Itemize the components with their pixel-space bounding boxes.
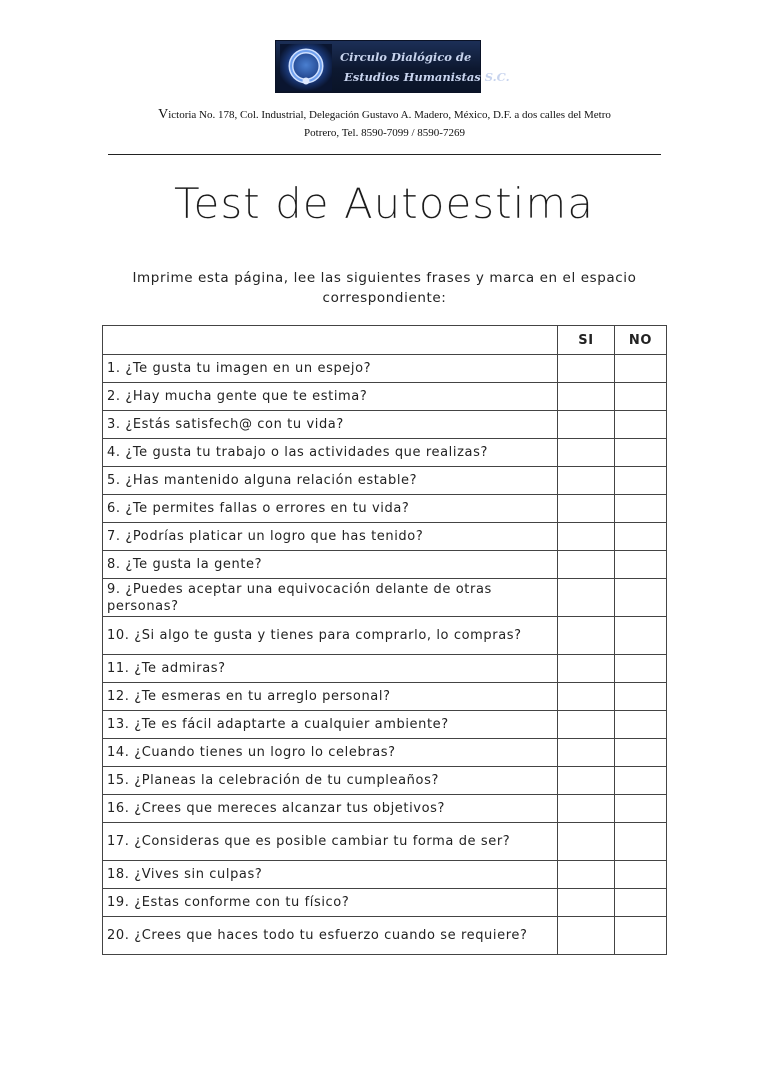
table-header-row bbox=[103, 326, 667, 355]
si-answer-box[interactable] bbox=[558, 551, 615, 579]
si-answer-box[interactable] bbox=[558, 439, 615, 467]
table-row bbox=[103, 683, 667, 711]
si-answer-box[interactable] bbox=[558, 655, 615, 683]
no-answer-box[interactable] bbox=[615, 411, 667, 439]
si-answer-box[interactable] bbox=[558, 411, 615, 439]
table-row bbox=[103, 823, 667, 861]
si-answer-box[interactable] bbox=[558, 523, 615, 551]
no-answer-box[interactable] bbox=[615, 551, 667, 579]
no-answer-box[interactable] bbox=[615, 383, 667, 411]
table-row bbox=[103, 439, 667, 467]
question-text: 10. ¿Si algo te gusta y tienes para comprarlo, lo compras? bbox=[103, 617, 558, 655]
question-text: 14. ¿Cuando tienes un logro lo celebras? bbox=[103, 739, 558, 767]
question-text: 1. ¿Te gusta tu imagen en un espejo? bbox=[103, 355, 558, 383]
table-row bbox=[103, 355, 667, 383]
no-answer-box[interactable] bbox=[615, 889, 667, 917]
si-answer-box[interactable] bbox=[558, 355, 615, 383]
si-answer-box[interactable] bbox=[558, 795, 615, 823]
table-row bbox=[103, 917, 667, 955]
question-text: 13. ¿Te es fácil adaptarte a cualquier ambiente? bbox=[103, 711, 558, 739]
table-row bbox=[103, 739, 667, 767]
no-answer-box[interactable] bbox=[615, 617, 667, 655]
questionnaire-table bbox=[102, 325, 667, 955]
no-answer-box[interactable] bbox=[615, 495, 667, 523]
address-initial: V bbox=[158, 107, 169, 122]
no-answer-box[interactable] bbox=[615, 523, 667, 551]
no-answer-box[interactable] bbox=[615, 655, 667, 683]
no-answer-box[interactable] bbox=[615, 467, 667, 495]
si-answer-box[interactable] bbox=[558, 711, 615, 739]
no-column-header: NO bbox=[615, 326, 667, 355]
si-answer-box[interactable] bbox=[558, 767, 615, 795]
no-answer-box[interactable] bbox=[615, 711, 667, 739]
question-text: 8. ¿Te gusta la gente? bbox=[103, 551, 558, 579]
logo-text bbox=[340, 47, 510, 87]
table-row bbox=[103, 551, 667, 579]
page-title: Test de Autoestima bbox=[174, 179, 594, 228]
no-answer-box[interactable] bbox=[615, 917, 667, 955]
si-column-header: SI bbox=[558, 326, 615, 355]
no-answer-box[interactable] bbox=[615, 739, 667, 767]
table-row bbox=[103, 579, 667, 617]
question-text: 4. ¿Te gusta tu trabajo o las actividades que realizas? bbox=[103, 439, 558, 467]
question-text: 12. ¿Te esmeras en tu arreglo personal? bbox=[103, 683, 558, 711]
si-answer-box[interactable] bbox=[558, 739, 615, 767]
table-row bbox=[103, 411, 667, 439]
si-answer-box[interactable] bbox=[558, 495, 615, 523]
instructions-text: Imprime esta página, lee las siguientes frases y marca en el espacio correspondiente: bbox=[132, 270, 637, 306]
si-answer-box[interactable] bbox=[558, 467, 615, 495]
question-text: 16. ¿Crees que mereces alcanzar tus objetivos? bbox=[103, 795, 558, 823]
question-header-cell bbox=[103, 326, 558, 355]
table-row bbox=[103, 495, 667, 523]
no-answer-box[interactable] bbox=[615, 355, 667, 383]
address-line-2: Potrero, Tel. 8590-7099 / 8590-7269 bbox=[304, 127, 465, 139]
no-answer-box[interactable] bbox=[615, 439, 667, 467]
table-row bbox=[103, 617, 667, 655]
si-answer-box[interactable] bbox=[558, 579, 615, 617]
question-text: 18. ¿Vives sin culpas? bbox=[103, 861, 558, 889]
no-answer-box[interactable] bbox=[615, 579, 667, 617]
question-text: 7. ¿Podrías platicar un logro que has tenido? bbox=[103, 523, 558, 551]
logo-emblem-icon bbox=[280, 44, 332, 91]
address-block bbox=[108, 106, 661, 142]
question-text: 19. ¿Estas conforme con tu físico? bbox=[103, 889, 558, 917]
table-row bbox=[103, 711, 667, 739]
question-text: 15. ¿Planeas la celebración de tu cumpleaños? bbox=[103, 767, 558, 795]
table-row bbox=[103, 383, 667, 411]
table-row bbox=[103, 795, 667, 823]
no-answer-box[interactable] bbox=[615, 861, 667, 889]
organization-logo bbox=[275, 40, 510, 93]
si-answer-box[interactable] bbox=[558, 823, 615, 861]
no-answer-box[interactable] bbox=[615, 767, 667, 795]
si-answer-box[interactable] bbox=[558, 917, 615, 955]
question-text: 11. ¿Te admiras? bbox=[103, 655, 558, 683]
si-answer-box[interactable] bbox=[558, 889, 615, 917]
address-line-1: ictoria No. 178, Col. Industrial, Delegación Gustavo A. Madero, México, D.F. a dos calles del Metro bbox=[168, 109, 611, 121]
si-answer-box[interactable] bbox=[558, 683, 615, 711]
question-text: 5. ¿Has mantenido alguna relación estable? bbox=[103, 467, 558, 495]
si-answer-box[interactable] bbox=[558, 861, 615, 889]
question-text: 2. ¿Hay mucha gente que te estima? bbox=[103, 383, 558, 411]
no-answer-box[interactable] bbox=[615, 823, 667, 861]
table-row bbox=[103, 655, 667, 683]
question-text: 6. ¿Te permites fallas o errores en tu vida? bbox=[103, 495, 558, 523]
question-text: 3. ¿Estás satisfech@ con tu vida? bbox=[103, 411, 558, 439]
table-row bbox=[103, 861, 667, 889]
table-row bbox=[103, 767, 667, 795]
table-row bbox=[103, 523, 667, 551]
logo-line-2: Estudios Humanistas S.C. bbox=[344, 70, 510, 84]
question-text: 20. ¿Crees que haces todo tu esfuerzo cuando se requiere? bbox=[103, 917, 558, 955]
question-text: 9. ¿Puedes aceptar una equivocación delante de otras personas? bbox=[103, 579, 558, 617]
table-row bbox=[103, 889, 667, 917]
question-text: 17. ¿Consideras que es posible cambiar tu forma de ser? bbox=[103, 823, 558, 861]
si-answer-box[interactable] bbox=[558, 383, 615, 411]
no-answer-box[interactable] bbox=[615, 683, 667, 711]
header-divider bbox=[108, 154, 661, 155]
no-answer-box[interactable] bbox=[615, 795, 667, 823]
table-row bbox=[103, 467, 667, 495]
logo-line-1: Circulo Dialógico de bbox=[340, 50, 472, 64]
si-answer-box[interactable] bbox=[558, 617, 615, 655]
